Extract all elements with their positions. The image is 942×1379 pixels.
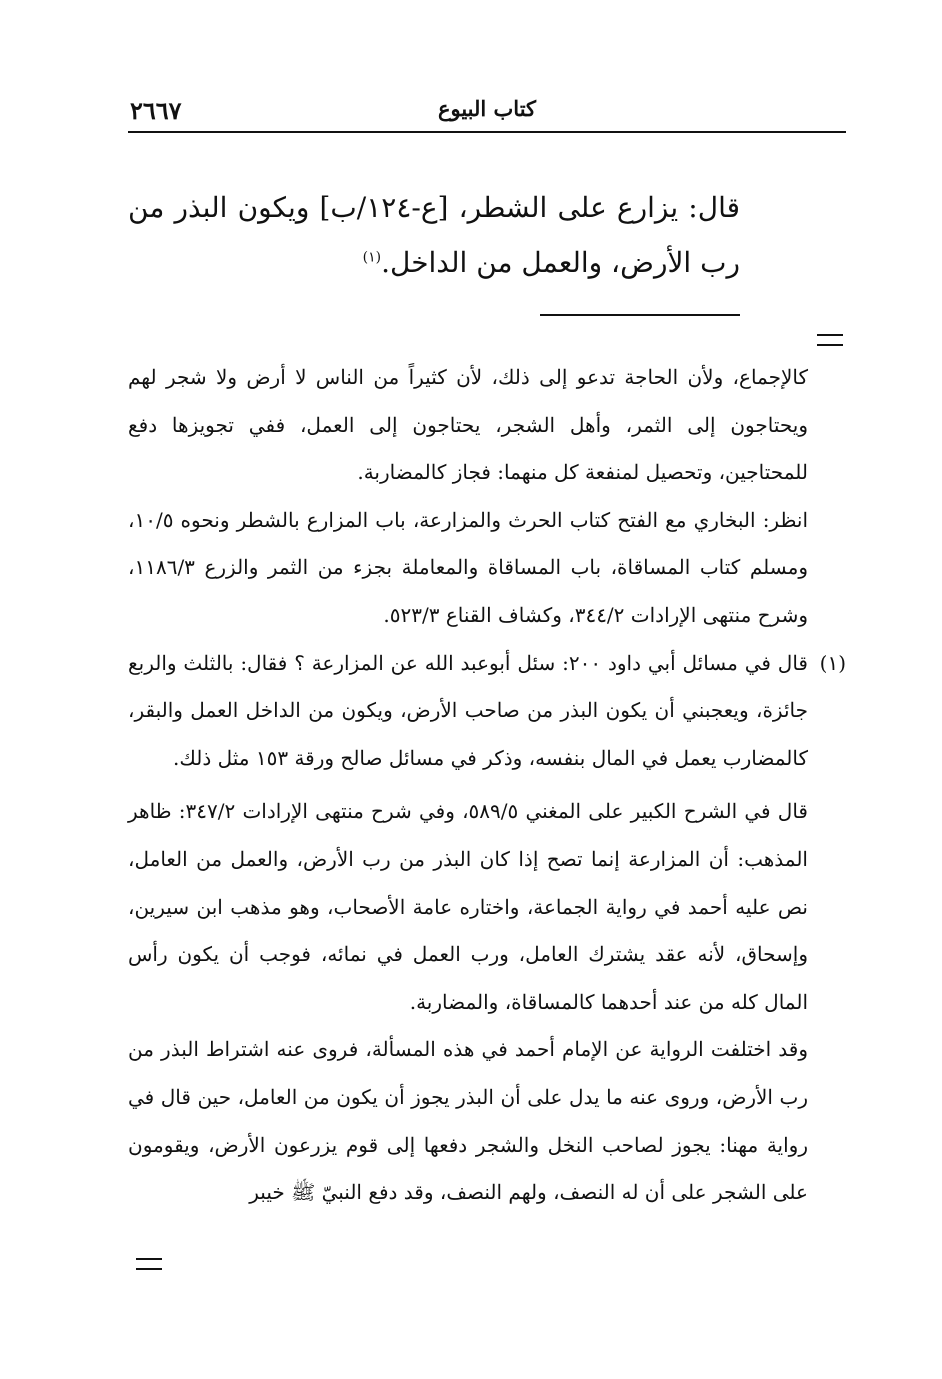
- footnote-continuation-paragraph: انظر: البخاري مع الفتح كتاب الحرث والمزارعة، باب المزارع بالشطر ونحوه ١٠/٥، ومسلم كتاب المساقاة، باب المساقاة والمعاملة بجزء من الثمر والزرع ١١٨٦/٣، وشرح منتهى الإرادات ٣٤٤/٢، وكشاف القناع ٥٢٣/٣.: [128, 507, 808, 627]
- header-rule: [128, 131, 846, 133]
- footnote-continuation-paragraph: كالإجماع، ولأن الحاجة تدعو إلى ذلك، لأن كثيراً من الناس لا أرض ولا شجر لهم ويحتاجون إلى الثمر، وأهل الشجر، يحتاجون إلى العمل، ففي تجويزها دفع للمحتاجين، وتحصيل لمنفعة كل منهما: فجاز كالمضاربة.: [128, 365, 808, 485]
- footnote-paragraph: وقد اختلفت الرواية عن الإمام أحمد في هذه المسألة، فروى عنه اشتراط البذر من رب الأرض، وروى عنه ما يدل على أن البذر يجوز أن يكون من العامل، حين قال في رواية مهنا: يجوز لصاحب النخل والشجر دفعها إلى قوم يزرعون الأرض، ويقومون على الشجر على أن له النصف، ولهم النصف، وقد دفع النبيّ ﷺ خيبر: [128, 1037, 808, 1205]
- continuation-mark-bottom: [136, 1258, 162, 1270]
- footnote-1: [128, 640, 846, 783]
- running-title: كتاب البيوع: [437, 96, 537, 121]
- main-text-body: قال: يزارع على الشطر، [ع-١٢٤/ب] ويكون البذر من رب الأرض، والعمل من الداخل.: [128, 191, 741, 279]
- page-number: ٢٦٦٧: [130, 96, 182, 125]
- footnote-separator: [540, 314, 740, 316]
- footnote-ref: (١): [362, 249, 382, 266]
- page-header: [128, 92, 846, 132]
- footnotes: [128, 354, 846, 1254]
- footnote-1-text: قال في مسائل أبي داود ٢٠٠: سئل أبوعبد الله عن المزارعة ؟ فقال: بالثلث والربع جائزة، ويعجبني أن يكون البذر من صاحب الأرض، ويكون من الداخل العمل والبقر، كالمضارب يعمل في المال بنفسه، وذكر في مسائل صالح ورقة ١٥٣ مثل ذلك.: [128, 650, 808, 770]
- footnote-1-marker: (١): [819, 650, 846, 675]
- main-text: [128, 180, 740, 290]
- footnote-paragraph: قال في الشرح الكبير على المغني ٥٨٩/٥، وفي شرح منتهى الإرادات ٣٤٧/٢: ظاهر المذهب: أن المزارعة إنما تصح إذا كان البذر من رب الأرض، والعمل من العامل، نص عليه أحمد في رواية الجماعة، واختاره عامة الأصحاب، وهو مذهب ابن سيرين، وإسحاق، لأنه عقد يشترك العامل، ورب العمل في نمائه، فوجب أن يكون رأس المال كله من عند أحدهما كالمساقاة، والمضاربة.: [128, 799, 808, 1014]
- continuation-mark-top: [817, 334, 843, 346]
